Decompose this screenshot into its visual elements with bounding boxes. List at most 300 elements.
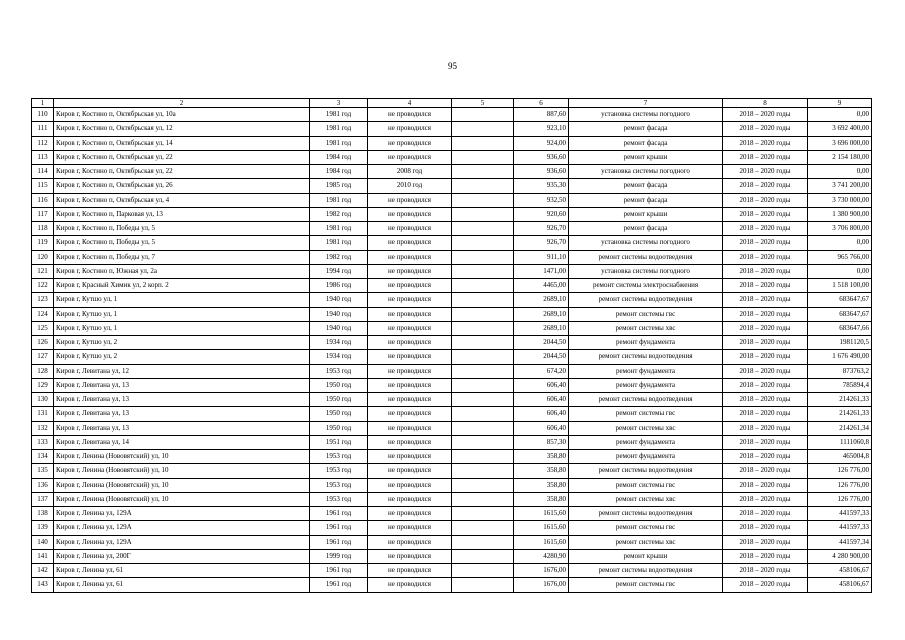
address-cell: Киров г, Ленина ул, 61	[54, 564, 310, 578]
cost-cell: 1 518 100,00	[808, 279, 872, 293]
row-number-cell: 113	[32, 150, 54, 164]
row-number-cell: 132	[32, 421, 54, 435]
row-number-cell: 120	[32, 250, 54, 264]
work-type-cell: ремонт системы гвс	[569, 478, 723, 492]
build-year-cell: 1950 год	[310, 393, 368, 407]
work-type-cell: ремонт крыши	[569, 549, 723, 563]
area-cell: 1615,60	[514, 521, 569, 535]
period-cell: 2018 – 2020 годы	[723, 250, 808, 264]
work-type-cell: ремонт фасада	[569, 122, 723, 136]
build-year-cell: 1981 год	[310, 222, 368, 236]
table-row	[32, 535, 872, 549]
build-year-cell: 1934 год	[310, 350, 368, 364]
row-number-cell: 138	[32, 507, 54, 521]
empty-cell	[452, 535, 514, 549]
row-number-cell: 141	[32, 549, 54, 563]
row-number-cell: 119	[32, 236, 54, 250]
row-number-cell: 139	[32, 521, 54, 535]
address-cell: Киров г, Кутшо ул, 1	[54, 293, 310, 307]
period-cell: 2018 – 2020 годы	[723, 564, 808, 578]
table-row	[32, 321, 872, 335]
table-row	[32, 165, 872, 179]
build-year-cell: 1984 год	[310, 165, 368, 179]
address-cell: Киров г, Ленина ул, 129А	[54, 535, 310, 549]
area-cell: 674,20	[514, 364, 569, 378]
address-cell: Киров г, Костино п, Южная ул, 2а	[54, 264, 310, 278]
row-number-cell: 121	[32, 264, 54, 278]
address-cell: Киров г, Кутшо ул, 1	[54, 307, 310, 321]
last-repair-cell: не проводился	[368, 407, 452, 421]
work-type-cell: ремонт системы водоотведения	[569, 293, 723, 307]
area-cell: 2689,10	[514, 321, 569, 335]
empty-cell	[452, 521, 514, 535]
empty-cell	[452, 108, 514, 122]
address-cell: Киров г, Костино п, Октябрьская ул, 22	[54, 150, 310, 164]
period-cell: 2018 – 2020 годы	[723, 478, 808, 492]
last-repair-cell: не проводился	[368, 264, 452, 278]
last-repair-cell: не проводился	[368, 450, 452, 464]
last-repair-cell: не проводился	[368, 207, 452, 221]
last-repair-cell: не проводился	[368, 222, 452, 236]
build-year-cell: 1985 год	[310, 179, 368, 193]
work-type-cell: ремонт системы хвс	[569, 321, 723, 335]
address-cell: Киров г, Ленина (Нововятский) ул, 10	[54, 450, 310, 464]
area-cell: 1471,00	[514, 264, 569, 278]
cost-cell: 683647,66	[808, 321, 872, 335]
address-cell: Киров г, Костино п, Октябрьская ул, 26	[54, 179, 310, 193]
build-year-cell: 1961 год	[310, 535, 368, 549]
address-cell: Киров г, Ленина (Нововятский) ул, 10	[54, 478, 310, 492]
empty-cell	[452, 492, 514, 506]
address-cell: Киров г, Левитана ул, 13	[54, 407, 310, 421]
period-cell: 2018 – 2020 годы	[723, 450, 808, 464]
last-repair-cell: не проводился	[368, 393, 452, 407]
column-header: 5	[452, 99, 514, 108]
cost-cell: 3 706 800,00	[808, 222, 872, 236]
work-type-cell: ремонт крыши	[569, 150, 723, 164]
period-cell: 2018 – 2020 годы	[723, 578, 808, 592]
row-number-cell: 129	[32, 378, 54, 392]
area-cell: 606,40	[514, 378, 569, 392]
cost-cell: 3 730 000,00	[808, 193, 872, 207]
empty-cell	[452, 450, 514, 464]
period-cell: 2018 – 2020 годы	[723, 122, 808, 136]
period-cell: 2018 – 2020 годы	[723, 435, 808, 449]
period-cell: 2018 – 2020 годы	[723, 193, 808, 207]
build-year-cell: 1940 год	[310, 293, 368, 307]
work-type-cell: установка системы погодного	[569, 165, 723, 179]
empty-cell	[452, 264, 514, 278]
row-number-cell: 117	[32, 207, 54, 221]
build-year-cell: 1981 год	[310, 108, 368, 122]
cost-cell: 1 380 900,00	[808, 207, 872, 221]
build-year-cell: 1984 год	[310, 150, 368, 164]
row-number-cell: 127	[32, 350, 54, 364]
area-cell: 926,70	[514, 236, 569, 250]
table-row	[32, 350, 872, 364]
cost-cell: 1981120,5	[808, 336, 872, 350]
empty-cell	[452, 549, 514, 563]
cost-cell: 441597,33	[808, 507, 872, 521]
area-cell: 1676,00	[514, 564, 569, 578]
work-type-cell: ремонт системы водоотведения	[569, 250, 723, 264]
address-cell: Киров г, Ленина (Нововятский) ул, 10	[54, 492, 310, 506]
last-repair-cell: не проводился	[368, 564, 452, 578]
period-cell: 2018 – 2020 годы	[723, 150, 808, 164]
empty-cell	[452, 207, 514, 221]
empty-cell	[452, 364, 514, 378]
row-number-cell: 131	[32, 407, 54, 421]
period-cell: 2018 – 2020 годы	[723, 350, 808, 364]
area-cell: 911,10	[514, 250, 569, 264]
area-cell: 923,10	[514, 122, 569, 136]
area-cell: 936,60	[514, 165, 569, 179]
table-body	[32, 108, 872, 593]
column-header: 8	[723, 99, 808, 108]
build-year-cell: 1961 год	[310, 578, 368, 592]
area-cell: 4465,00	[514, 279, 569, 293]
area-cell: 932,50	[514, 193, 569, 207]
last-repair-cell: не проводился	[368, 250, 452, 264]
row-number-cell: 126	[32, 336, 54, 350]
empty-cell	[452, 165, 514, 179]
build-year-cell: 1961 год	[310, 521, 368, 535]
table-row	[32, 250, 872, 264]
cost-cell: 0,00	[808, 236, 872, 250]
cost-cell: 441597,34	[808, 535, 872, 549]
address-cell: Киров г, Костино п, Октябрьская ул, 12	[54, 122, 310, 136]
area-cell: 358,80	[514, 492, 569, 506]
table-row	[32, 222, 872, 236]
cost-cell: 0,00	[808, 264, 872, 278]
empty-cell	[452, 136, 514, 150]
address-cell: Киров г, Костино п, Октябрьская ул, 22	[54, 165, 310, 179]
build-year-cell: 1961 год	[310, 507, 368, 521]
area-cell: 358,80	[514, 478, 569, 492]
address-cell: Киров г, Кутшо ул, 2	[54, 350, 310, 364]
row-number-cell: 111	[32, 122, 54, 136]
cost-cell: 785894,4	[808, 378, 872, 392]
table-row	[32, 336, 872, 350]
address-cell: Киров г, Левитана ул, 13	[54, 421, 310, 435]
address-cell: Киров г, Ленина ул, 200Г	[54, 549, 310, 563]
work-type-cell: ремонт фундамента	[569, 378, 723, 392]
empty-cell	[452, 407, 514, 421]
cost-cell: 873763,2	[808, 364, 872, 378]
table-row	[32, 549, 872, 563]
work-type-cell: ремонт системы хвс	[569, 492, 723, 506]
period-cell: 2018 – 2020 годы	[723, 549, 808, 563]
column-header: 2	[54, 99, 310, 108]
build-year-cell: 1950 год	[310, 407, 368, 421]
column-number-header-row	[32, 99, 872, 108]
column-header: 1	[32, 99, 54, 108]
period-cell: 2018 – 2020 годы	[723, 421, 808, 435]
empty-cell	[452, 478, 514, 492]
row-number-cell: 124	[32, 307, 54, 321]
repair-program-table	[31, 98, 872, 593]
last-repair-cell: не проводился	[368, 279, 452, 293]
area-cell: 606,40	[514, 407, 569, 421]
work-type-cell: ремонт системы гвс	[569, 307, 723, 321]
last-repair-cell: не проводился	[368, 321, 452, 335]
table-row	[32, 578, 872, 592]
last-repair-cell: не проводился	[368, 492, 452, 506]
address-cell: Киров г, Красный Химик ул, 2 корп. 2	[54, 279, 310, 293]
area-cell: 924,00	[514, 136, 569, 150]
cost-cell: 126 776,00	[808, 492, 872, 506]
page-number: 95	[448, 61, 457, 71]
table-row	[32, 450, 872, 464]
address-cell: Киров г, Левитана ул, 13	[54, 393, 310, 407]
address-cell: Киров г, Костино п, Победы ул, 5	[54, 222, 310, 236]
cost-cell: 683647,67	[808, 293, 872, 307]
table-row	[32, 407, 872, 421]
build-year-cell: 1953 год	[310, 364, 368, 378]
last-repair-cell: не проводился	[368, 364, 452, 378]
table-row	[32, 264, 872, 278]
work-type-cell: ремонт системы гвс	[569, 521, 723, 535]
table-row	[32, 435, 872, 449]
period-cell: 2018 – 2020 годы	[723, 521, 808, 535]
period-cell: 2018 – 2020 годы	[723, 492, 808, 506]
build-year-cell: 1961 год	[310, 564, 368, 578]
work-type-cell: ремонт фундамента	[569, 364, 723, 378]
build-year-cell: 1953 год	[310, 450, 368, 464]
cost-cell: 3 692 400,00	[808, 122, 872, 136]
last-repair-cell: не проводился	[368, 378, 452, 392]
cost-cell: 965 766,00	[808, 250, 872, 264]
row-number-cell: 116	[32, 193, 54, 207]
period-cell: 2018 – 2020 годы	[723, 222, 808, 236]
period-cell: 2018 – 2020 годы	[723, 378, 808, 392]
last-repair-cell: 2008 год	[368, 165, 452, 179]
cost-cell: 3 696 000,00	[808, 136, 872, 150]
cost-cell: 126 776,00	[808, 478, 872, 492]
area-cell: 2044,50	[514, 350, 569, 364]
empty-cell	[452, 293, 514, 307]
empty-cell	[452, 193, 514, 207]
table-row	[32, 236, 872, 250]
last-repair-cell: не проводился	[368, 307, 452, 321]
cost-cell: 1111060,8	[808, 435, 872, 449]
row-number-cell: 142	[32, 564, 54, 578]
period-cell: 2018 – 2020 годы	[723, 364, 808, 378]
work-type-cell: ремонт фундамента	[569, 450, 723, 464]
row-number-cell: 112	[32, 136, 54, 150]
last-repair-cell: не проводился	[368, 150, 452, 164]
last-repair-cell: не проводился	[368, 521, 452, 535]
work-type-cell: ремонт системы гвс	[569, 407, 723, 421]
address-cell: Киров г, Ленина ул, 129А	[54, 507, 310, 521]
empty-cell	[452, 321, 514, 335]
address-cell: Киров г, Костино п, Октябрьская ул, 10а	[54, 108, 310, 122]
work-type-cell: ремонт фундамента	[569, 336, 723, 350]
row-number-cell: 143	[32, 578, 54, 592]
work-type-cell: ремонт системы водоотведения	[569, 564, 723, 578]
cost-cell: 465004,8	[808, 450, 872, 464]
build-year-cell: 1953 год	[310, 478, 368, 492]
area-cell: 4280,90	[514, 549, 569, 563]
table-row	[32, 122, 872, 136]
build-year-cell: 1982 год	[310, 207, 368, 221]
address-cell: Киров г, Левитана ул, 13	[54, 378, 310, 392]
area-cell: 857,30	[514, 435, 569, 449]
cost-cell: 683647,67	[808, 307, 872, 321]
cost-cell: 126 776,00	[808, 464, 872, 478]
area-cell: 606,40	[514, 421, 569, 435]
row-number-cell: 140	[32, 535, 54, 549]
work-type-cell: ремонт системы хвс	[569, 421, 723, 435]
area-cell: 358,80	[514, 450, 569, 464]
cost-cell: 4 280 900,00	[808, 549, 872, 563]
table-row	[32, 507, 872, 521]
period-cell: 2018 – 2020 годы	[723, 279, 808, 293]
period-cell: 2018 – 2020 годы	[723, 236, 808, 250]
last-repair-cell: не проводился	[368, 236, 452, 250]
row-number-cell: 136	[32, 478, 54, 492]
cost-cell: 214261,34	[808, 421, 872, 435]
address-cell: Киров г, Костино п, Победы ул, 5	[54, 236, 310, 250]
empty-cell	[452, 435, 514, 449]
period-cell: 2018 – 2020 годы	[723, 165, 808, 179]
last-repair-cell: не проводился	[368, 108, 452, 122]
period-cell: 2018 – 2020 годы	[723, 108, 808, 122]
build-year-cell: 1950 год	[310, 421, 368, 435]
work-type-cell: установка системы погодного	[569, 264, 723, 278]
row-number-cell: 137	[32, 492, 54, 506]
empty-cell	[452, 393, 514, 407]
work-type-cell: установка системы погодного	[569, 236, 723, 250]
period-cell: 2018 – 2020 годы	[723, 407, 808, 421]
address-cell: Киров г, Левитана ул, 14	[54, 435, 310, 449]
empty-cell	[452, 378, 514, 392]
table-row	[32, 478, 872, 492]
cost-cell: 0,00	[808, 165, 872, 179]
empty-cell	[452, 222, 514, 236]
last-repair-cell: не проводился	[368, 464, 452, 478]
column-header: 3	[310, 99, 368, 108]
table-row	[32, 393, 872, 407]
table-row	[32, 364, 872, 378]
cost-cell: 458106,67	[808, 564, 872, 578]
table-row	[32, 207, 872, 221]
area-cell: 1676,00	[514, 578, 569, 592]
last-repair-cell: не проводился	[368, 293, 452, 307]
area-cell: 935,30	[514, 179, 569, 193]
address-cell: Киров г, Ленина (Нововятский) ул, 10	[54, 464, 310, 478]
work-type-cell: ремонт системы хвс	[569, 535, 723, 549]
build-year-cell: 1986 год	[310, 279, 368, 293]
empty-cell	[452, 578, 514, 592]
cost-cell: 214261,33	[808, 393, 872, 407]
build-year-cell: 1940 год	[310, 307, 368, 321]
address-cell: Киров г, Костино п, Победы ул, 7	[54, 250, 310, 264]
row-number-cell: 130	[32, 393, 54, 407]
area-cell: 936,60	[514, 150, 569, 164]
period-cell: 2018 – 2020 годы	[723, 293, 808, 307]
address-cell: Киров г, Кутшо ул, 1	[54, 321, 310, 335]
table-row	[32, 293, 872, 307]
last-repair-cell: 2010 год	[368, 179, 452, 193]
address-cell: Киров г, Кутшо ул, 2	[54, 336, 310, 350]
cost-cell: 3 741 200,00	[808, 179, 872, 193]
build-year-cell: 1934 год	[310, 336, 368, 350]
area-cell: 606,40	[514, 393, 569, 407]
period-cell: 2018 – 2020 годы	[723, 179, 808, 193]
last-repair-cell: не проводился	[368, 507, 452, 521]
empty-cell	[452, 279, 514, 293]
area-cell: 887,60	[514, 108, 569, 122]
last-repair-cell: не проводился	[368, 421, 452, 435]
row-number-cell: 134	[32, 450, 54, 464]
cost-cell: 441597,33	[808, 521, 872, 535]
table-row	[32, 521, 872, 535]
area-cell: 1615,60	[514, 535, 569, 549]
empty-cell	[452, 421, 514, 435]
cost-cell: 214261,33	[808, 407, 872, 421]
empty-cell	[452, 564, 514, 578]
area-cell: 2689,10	[514, 307, 569, 321]
work-type-cell: ремонт фасада	[569, 136, 723, 150]
build-year-cell: 1953 год	[310, 464, 368, 478]
build-year-cell: 1981 год	[310, 193, 368, 207]
build-year-cell: 1994 год	[310, 264, 368, 278]
last-repair-cell: не проводился	[368, 478, 452, 492]
work-type-cell: ремонт фасада	[569, 222, 723, 236]
period-cell: 2018 – 2020 годы	[723, 507, 808, 521]
work-type-cell: ремонт системы электроснабжения	[569, 279, 723, 293]
empty-cell	[452, 307, 514, 321]
area-cell: 926,70	[514, 222, 569, 236]
build-year-cell: 1953 год	[310, 492, 368, 506]
empty-cell	[452, 236, 514, 250]
table-row	[32, 179, 872, 193]
cost-cell: 2 154 180,00	[808, 150, 872, 164]
build-year-cell: 1981 год	[310, 136, 368, 150]
table-row	[32, 108, 872, 122]
column-header: 4	[368, 99, 452, 108]
build-year-cell: 1951 год	[310, 435, 368, 449]
work-type-cell: ремонт системы водоотведения	[569, 350, 723, 364]
column-header: 7	[569, 99, 723, 108]
column-header: 6	[514, 99, 569, 108]
build-year-cell: 1940 год	[310, 321, 368, 335]
work-type-cell: ремонт системы гвс	[569, 578, 723, 592]
table-row	[32, 193, 872, 207]
work-type-cell: ремонт фасада	[569, 179, 723, 193]
last-repair-cell: не проводился	[368, 535, 452, 549]
area-cell: 358,80	[514, 464, 569, 478]
cost-cell: 0,00	[808, 108, 872, 122]
area-cell: 2044,50	[514, 336, 569, 350]
table-row	[32, 464, 872, 478]
table-row	[32, 421, 872, 435]
table-row	[32, 492, 872, 506]
area-cell: 1615,60	[514, 507, 569, 521]
empty-cell	[452, 150, 514, 164]
row-number-cell: 115	[32, 179, 54, 193]
row-number-cell: 135	[32, 464, 54, 478]
period-cell: 2018 – 2020 годы	[723, 136, 808, 150]
last-repair-cell: не проводился	[368, 122, 452, 136]
last-repair-cell: не проводился	[368, 435, 452, 449]
last-repair-cell: не проводился	[368, 350, 452, 364]
build-year-cell: 1950 год	[310, 378, 368, 392]
last-repair-cell: не проводился	[368, 549, 452, 563]
row-number-cell: 123	[32, 293, 54, 307]
period-cell: 2018 – 2020 годы	[723, 535, 808, 549]
